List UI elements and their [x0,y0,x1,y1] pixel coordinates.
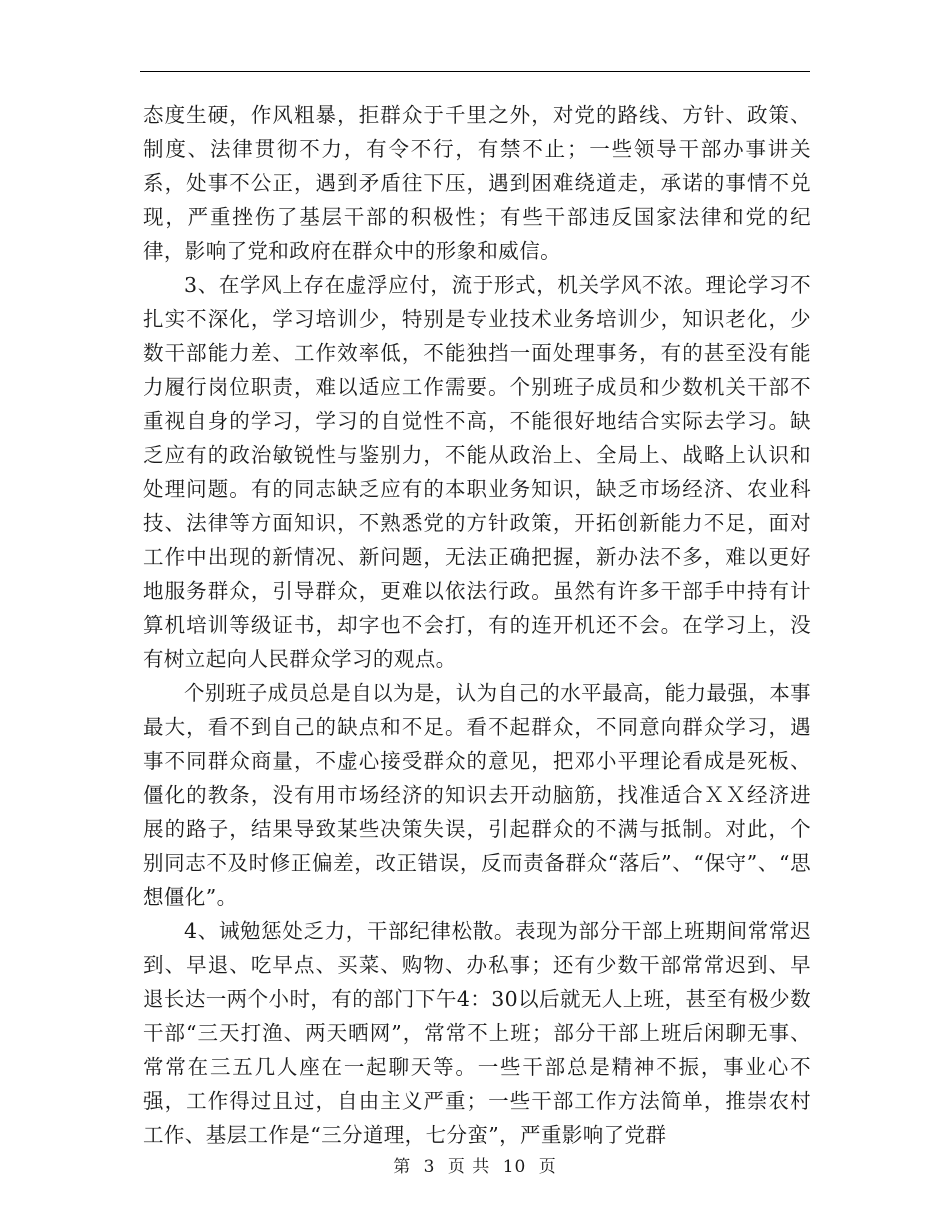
paragraph-2: 3、在学风上存在虚浮应付，流于形式，机关学风不浓。理论学习不扎实不深化，学习培训少，特别是专业技术业务培训少，知识老化，少数干部能力差、工作效率低，不能独挡一面处理事务，有的甚至没有能力履行岗位职责，难以适应工作需要。个别班子成员和少数机关干部不重视自身的学习，学习的自觉性不高，不能很好地结合实际去学习。缺乏应有的政治敏锐性与鉴别力，不能从政治上、全局上、战略上认识和处理问题。有的同志缺乏应有的本职业务知识，缺乏市场经济、农业科技、法律等方面知识，不熟悉党的方针政策，开拓创新能力不足，面对工作中出现的新情况、新问题，无法正确把握，新办法不多，难以更好地服务群众，引导群众，更难以依法行政。虽然有许多干部手中持有计算机培训等级证书，却字也不会打，有的连开机还不会。在学习上，没有树立起向人民群众学习的观点。 [143,273,811,671]
footer-current-page: 3 [423,1157,436,1177]
footer-prefix: 第 [393,1157,412,1177]
footer-total-pages: 10 [502,1157,527,1177]
footer-middle: 页 共 [447,1157,491,1177]
document-body [143,98,811,1152]
footer-suffix: 页 [538,1157,557,1177]
paragraph-3: 个别班子成员总是自以为是，认为自己的水平最高，能力最强，本事最大，看不到自己的缺点和不足。看不起群众，不同意向群众学习，遇事不同群众商量，不虚心接受群众的意见，把邓小平理论看成是死板、僵化的教条，没有用市场经济的知识去开动脑筋，找准适合ＸＸ经济进展的路子，结果导致某些决策失误，引起群众的不满与抵制。对此，个别同志不及时修正偏差，改正错误，反而责备群众“落后”、“保守”、“思想僵化”。 [143,681,811,909]
header-rule [140,71,810,72]
paragraph-1: 态度生硬，作风粗暴，拒群众于千里之外，对党的路线、方针、政策、制度、法律贯彻不力，有令不行，有禁不止；一些领导干部办事讲关系，处事不公正，遇到矛盾往下压，遇到困难绕道走，承诺的事情不兑现，严重挫伤了基层干部的积极性；有些干部违反国家法律和党的纪律，影响了党和政府在群众中的形象和威信。 [143,103,811,263]
paragraph-4: 4、诫勉惩处乏力，干部纪律松散。表现为部分干部上班期间常常迟到、早退、吃早点、买菜、购物、办私事；还有少数干部常常迟到、早退长达一两个小时，有的部门下午4：30以后就无人上班，甚至有极少数干部“三天打渔、两天晒网”，常常不上班；部分干部上班后闲聊无事、常常在三五几人座在一起聊天等。一些干部总是精神不振，事业心不强，工作得过且过，自由主义严重；一些干部工作方法简单，推崇农村工作、基层工作是“三分道理，七分蛮”，严重影响了党群 [143,919,811,1147]
page-footer [0,1152,950,1177]
